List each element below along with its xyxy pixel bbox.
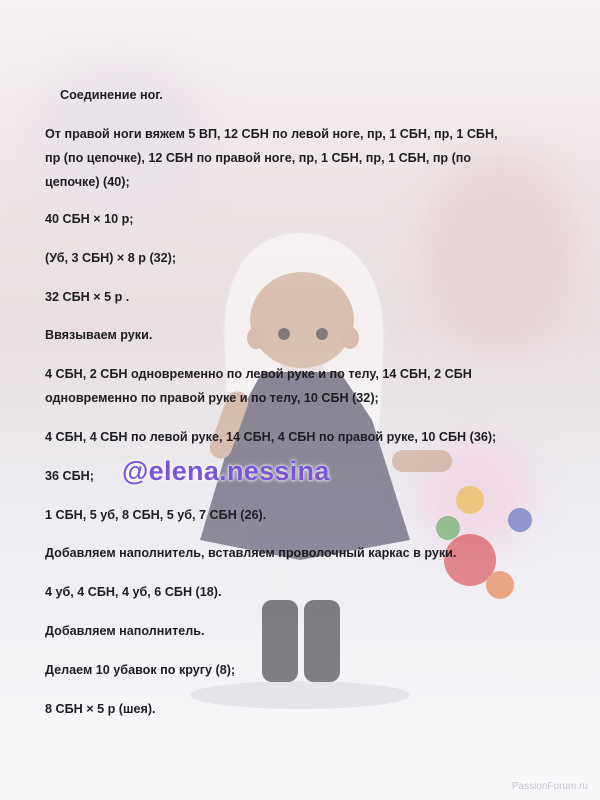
paragraph-9: 1 СБН, 5 уб, 8 СБН, 5 уб, 7 СБН (26). (45, 508, 267, 522)
paragraph-2: 40 СБН × 10 р; (45, 212, 134, 226)
site-watermark: PassionForum.ru (511, 781, 588, 792)
paragraph-1-line-2: пр (по цепочке), 12 СБН по правой ноге, пр, 1 СБН, пр, 1 СБН, пр (по (45, 151, 472, 165)
author-watermark: @elena.nessina (122, 456, 330, 486)
paragraph-14: 8 СБН × 5 р (шея). (45, 702, 156, 716)
paragraph-13: Делаем 10 убавок по кругу (8); (45, 663, 236, 677)
paragraph-7: 4 СБН, 4 СБН по левой руке, 14 СБН, 4 СБН по правой руке, 10 СБН (36); (45, 430, 497, 444)
paragraph-11: 4 уб, 4 СБН, 4 уб, 6 СБН (18). (45, 585, 222, 599)
paragraph-10: Добавляем наполнитель, вставляем проволочный каркас в руки. (45, 546, 457, 560)
paragraph-8: 36 СБН; (45, 469, 94, 483)
paragraph-1-line-3: цепочке) (40); (45, 175, 130, 189)
paragraph-3: (Уб, 3 СБН) × 8 р (32); (45, 251, 177, 265)
paragraph-5: Ввязываем руки. (45, 328, 153, 342)
paragraph-6-line-2: одновременно по правой руке и по телу, 10 СБН (32); (45, 391, 379, 405)
section-heading: Соединение ног. (60, 88, 163, 102)
paragraph-1-line-1: От правой ноги вяжем 5 ВП, 12 СБН по левой ноге, пр, 1 СБН, пр, 1 СБН, (45, 127, 498, 141)
paragraph-12: Добавляем наполнитель. (45, 624, 205, 638)
paragraph-6-line-1: 4 СБН, 2 СБН одновременно по левой руке и по телу, 14 СБН, 2 СБН (45, 367, 472, 381)
paragraph-4: 32 СБН × 5 р . (45, 290, 130, 304)
